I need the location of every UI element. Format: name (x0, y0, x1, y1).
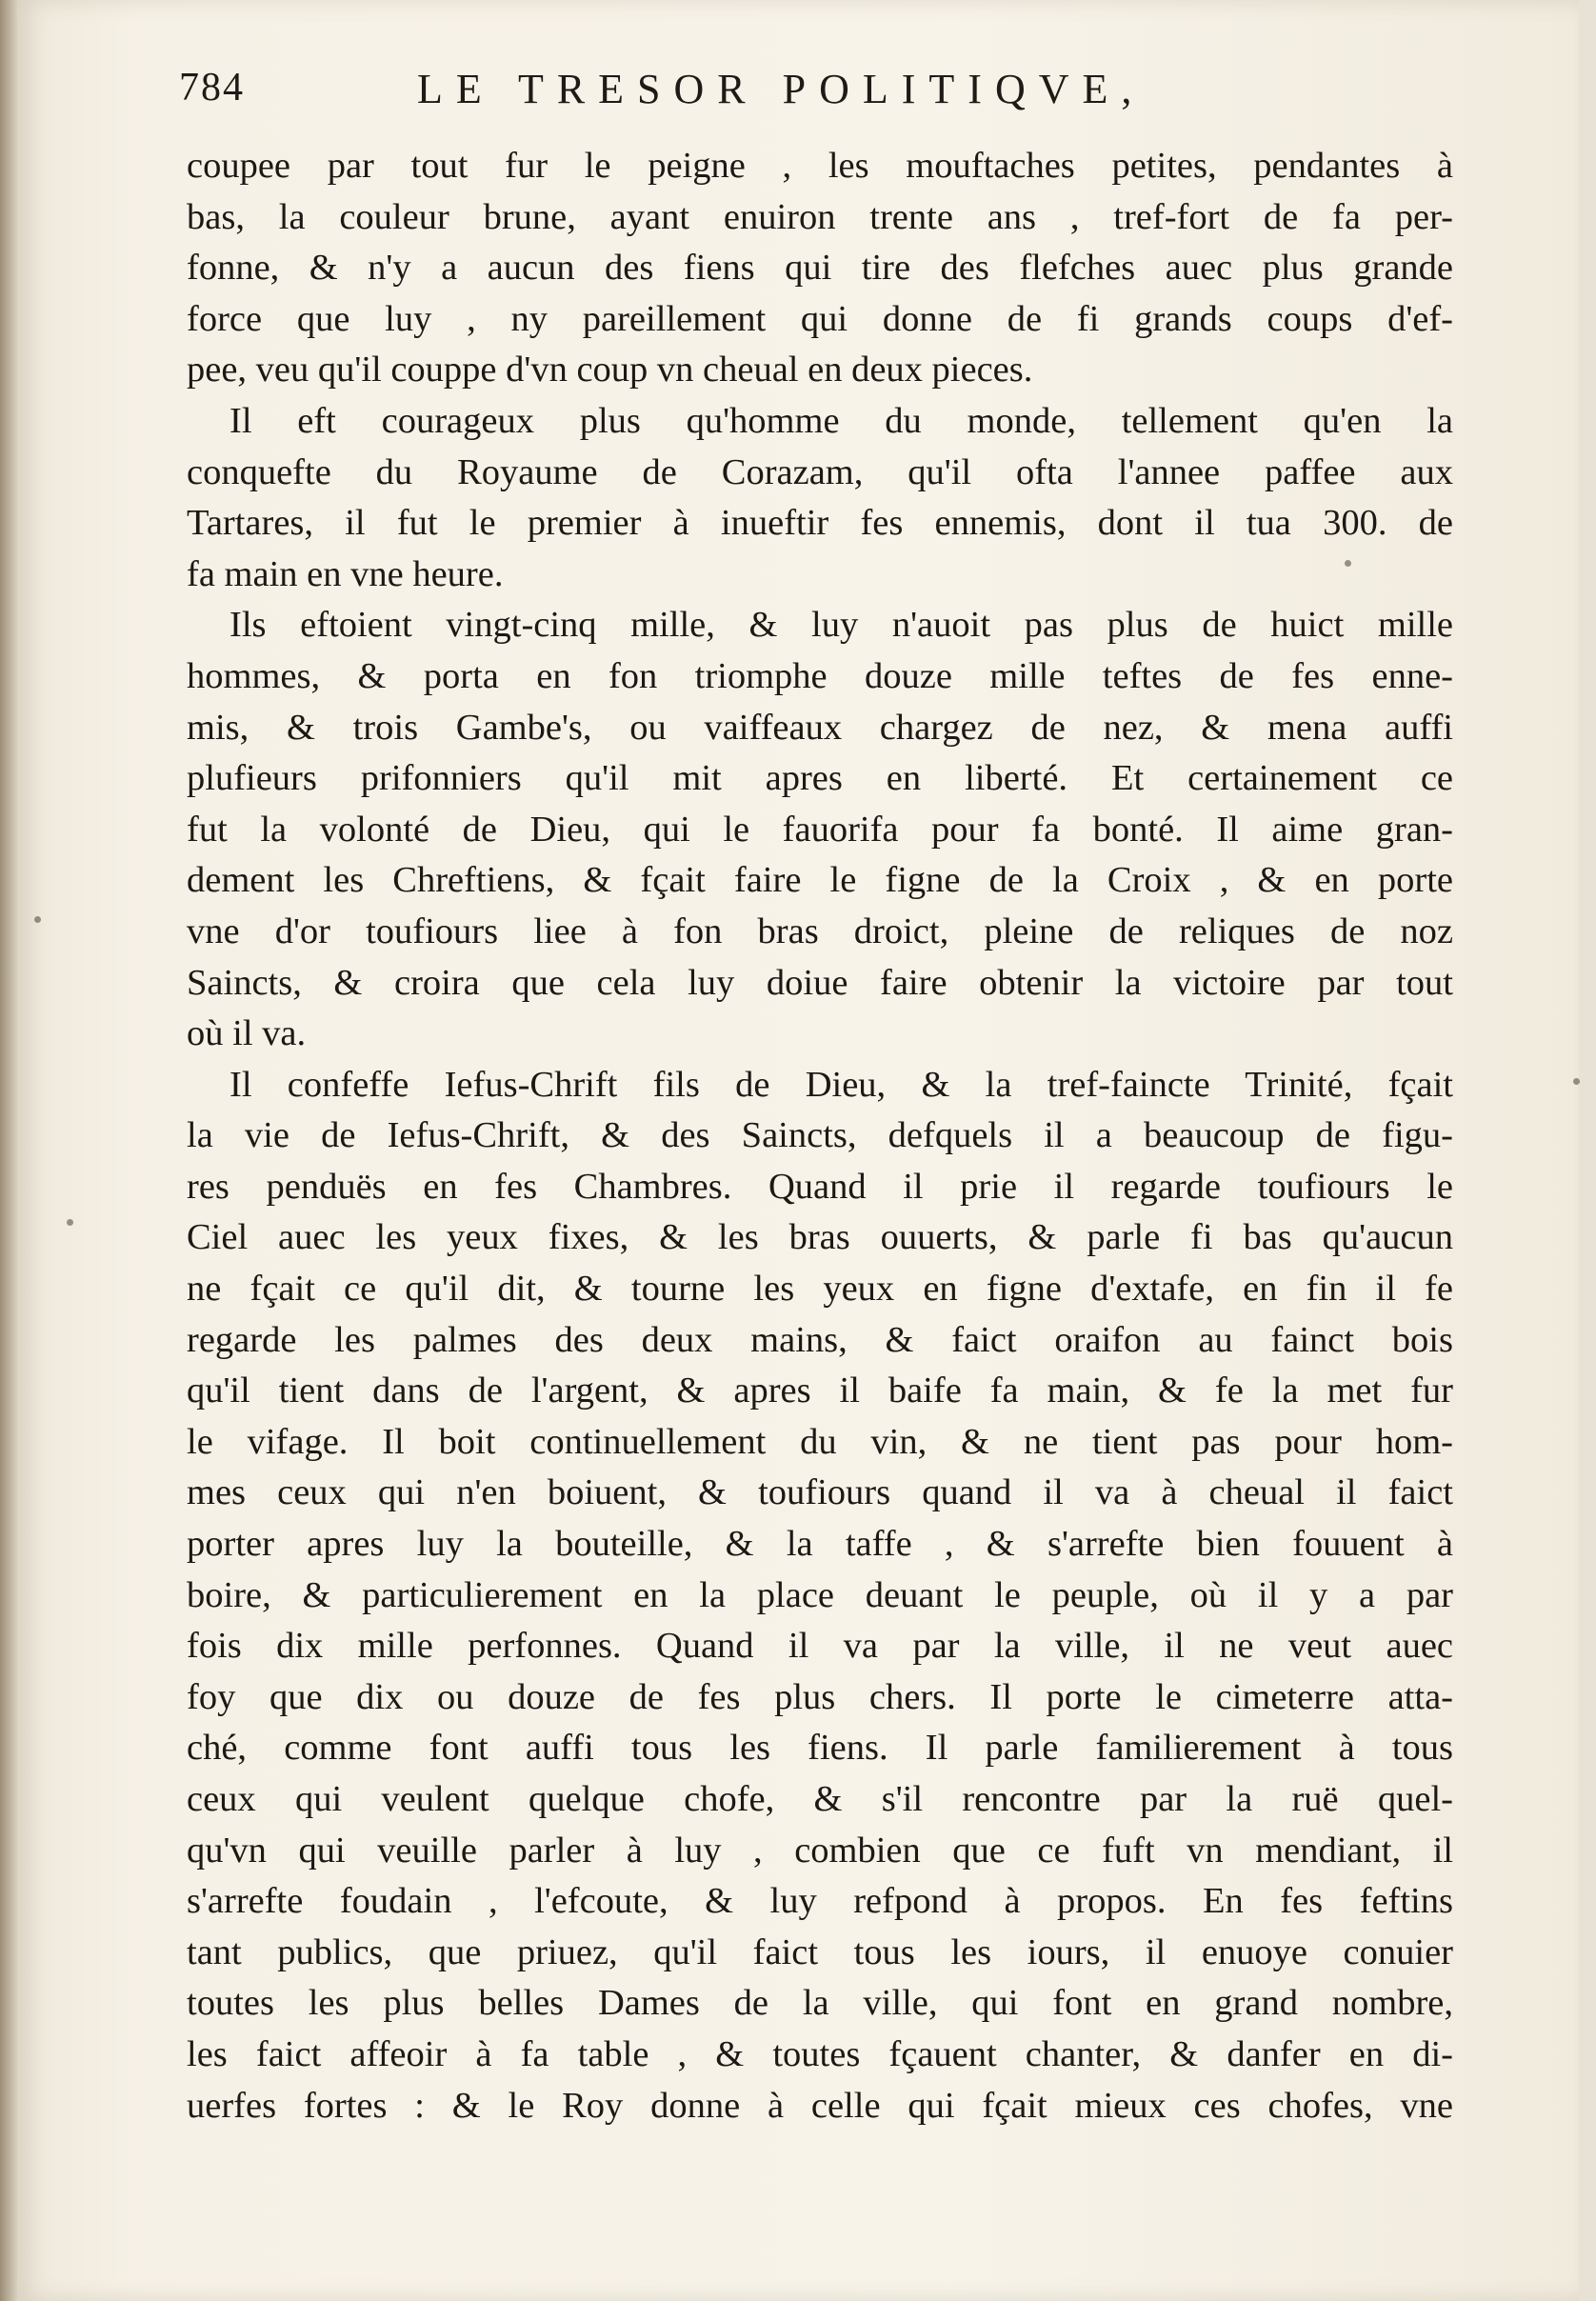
text-line: le vifage. Il boit continuellement du vin, & ne tient pas pour hom- (187, 1421, 1453, 1462)
text-line: regarde les palmes des deux mains, & faict oraifon au fainct bois (187, 1319, 1453, 1360)
body-text (187, 141, 1453, 2131)
text-line: force que luy , ny pareillement qui donne de fi grands coups d'ef- (187, 298, 1453, 339)
text-line: fonne, & n'y a aucun des fiens qui tire des flefches auec plus grande (187, 248, 1453, 289)
text-line: vne d'or toufiours liee à fon bras droict, pleine de reliques de noz (187, 910, 1453, 951)
text-line: Il confeffe Iefus-Chrift fils de Dieu, & la tref-faincte Trinité, fçait (229, 1064, 1453, 1105)
paragraph (187, 396, 1453, 600)
text-line: ne fçait ce qu'il dit, & tourne les yeux en figne d'extafe, en fin il fe (187, 1269, 1453, 1310)
ink-speck (34, 916, 41, 923)
text-line: mis, & trois Gambe's, ou vaiffeaux chargez de nez, & mena auffi (187, 707, 1453, 748)
text-line: les faict affeoir à fa table , & toutes fçauent chanter, & danfer en di- (187, 2033, 1453, 2074)
text-line: qu'il tient dans de l'argent, & apres il baife fa main, & fe la met fur (187, 1371, 1453, 1411)
ink-speck (1345, 560, 1351, 567)
text-line: coupee par tout fur le peigne , les mouftaches petites, pendantes à (187, 146, 1453, 186)
text-line: porter apres luy la bouteille, & la taffe , & s'arrefte bien fouuent à (187, 1524, 1453, 1565)
text-line: uerfes fortes : & le Roy donne à celle qui fçait mieux ces chofes, vne (187, 2085, 1453, 2126)
text-line: tant publics, que priuez, qu'il faict tous les iours, il enuoye conuier (187, 1931, 1453, 1972)
text-line: fut la volonté de Dieu, qui le fauorifa pour fa bonté. Il aime gran- (187, 809, 1453, 850)
page-edge (0, 0, 17, 2301)
text-line: s'arrefte foudain , l'efcoute, & luy refpond à propos. En fes feftins (187, 1881, 1453, 1922)
text-line: res penduës en fes Chambres. Quand il prie il regarde toufiours le (187, 1166, 1453, 1207)
page-number: 784 (179, 66, 245, 110)
text-line: plufieurs prifonniers qu'il mit apres en liberté. Et certainement ce (187, 758, 1453, 799)
text-line: bas, la couleur brune, ayant enuiron trente ans , tref-fort de fa per- (187, 196, 1453, 237)
book-page (17, 0, 1579, 2301)
text-line: Ciel auec les yeux fixes, & les bras ouuerts, & parle fi bas qu'aucun (187, 1217, 1453, 1258)
text-line: où il va. (187, 1013, 307, 1054)
paragraph (187, 1060, 1453, 2131)
text-line: Ils eftoient vingt-cinq mille, & luy n'auoit pas plus de huict mille (229, 605, 1453, 646)
text-line: fa main en vne heure. (187, 553, 504, 594)
running-title: LE TRESOR POLITIQVE, (417, 66, 1146, 112)
text-line: hommes, & porta en fon triomphe douze mille teftes de fes enne- (187, 655, 1453, 696)
text-line: pee, veu qu'il couppe d'vn coup vn cheual en deux pieces. (187, 350, 1033, 390)
text-line: ceux qui veulent quelque chofe, & s'il rencontre par la ruë quel- (187, 1779, 1453, 1819)
ink-speck (67, 1219, 73, 1226)
text-line: qu'vn qui veuille parler à luy , combien que ce fuft vn mendiant, il (187, 1830, 1453, 1871)
ink-speck (1573, 1078, 1580, 1085)
text-line: la vie de Iefus-Chrift, & des Saincts, defquels il a beaucoup de figu- (187, 1115, 1453, 1156)
text-line: conquefte du Royaume de Corazam, qu'il ofta l'annee paffee aux (187, 451, 1453, 492)
paragraph (187, 600, 1453, 1059)
text-line: boire, & particulierement en la place deuant le peuple, où il y a par (187, 1574, 1453, 1615)
text-line: foy que dix ou douze de fes plus chers. Il porte le cimeterre atta- (187, 1676, 1453, 1717)
text-line: Tartares, il fut le premier à inueftir fes ennemis, dont il tua 300. de (187, 503, 1453, 544)
text-line: dement les Chreftiens, & fçait faire le figne de la Croix , & en porte (187, 860, 1453, 901)
paragraph (187, 141, 1453, 396)
text-line: Saincts, & croira que cela luy doiue faire obtenir la victoire par tout (187, 962, 1453, 1003)
page-header (179, 65, 1417, 131)
text-line: fois dix mille perfonnes. Quand il va par la ville, il ne veut auec (187, 1626, 1453, 1667)
text-line: mes ceux qui n'en boiuent, & toufiours quand il va à cheual il faict (187, 1472, 1453, 1513)
text-line: ché, comme font auffi tous les fiens. Il parle familierement à tous (187, 1728, 1453, 1769)
text-line: Il eft courageux plus qu'homme du monde, tellement qu'en la (229, 400, 1453, 441)
text-line: toutes les plus belles Dames de la ville, qui font en grand nombre, (187, 1983, 1453, 2024)
